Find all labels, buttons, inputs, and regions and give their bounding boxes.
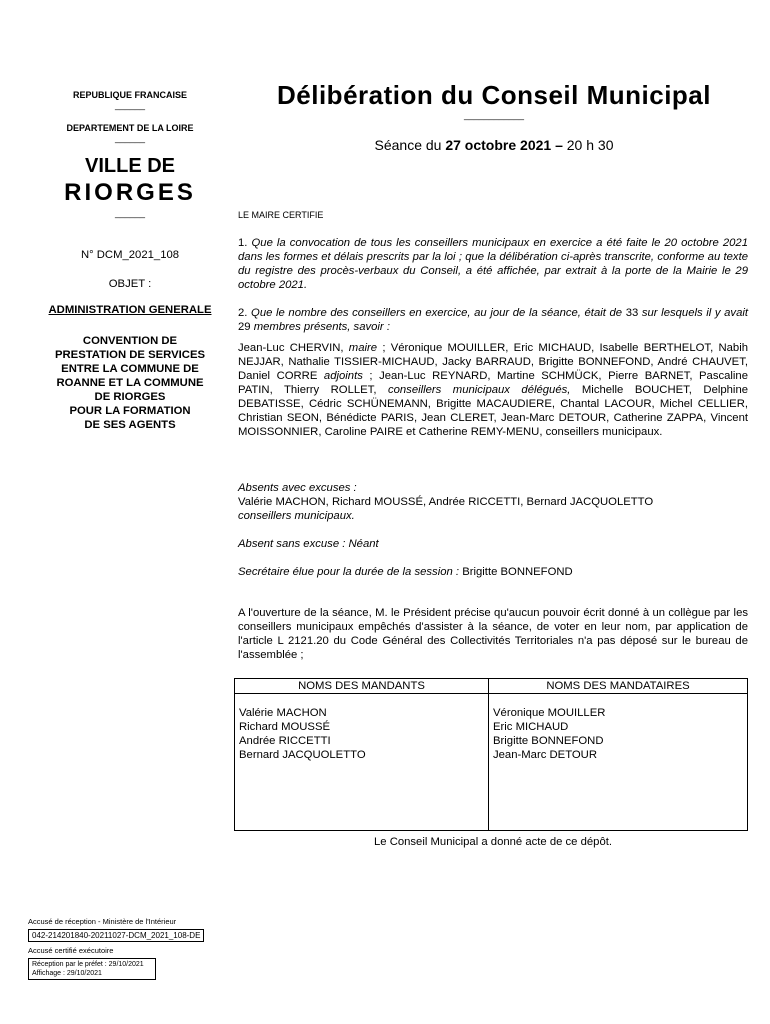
administration-generale: ADMINISTRATION GENERALE [48,304,212,316]
absents-excuses-label: Absents avec excuses : [238,482,357,494]
table-header-row [235,679,748,694]
members-present [238,341,748,439]
mandats-table [234,678,748,831]
mandataire-name: Jean-Marc DETOUR [493,749,597,761]
document-title: Délibération du Conseil Municipal [277,80,711,110]
convention-line: POUR LA FORMATION [69,405,191,417]
nb-presents: 29 [238,321,251,333]
role-maire: maire [348,342,378,354]
absents-excuses-names: Valérie MACHON, Richard MOUSSÉ, Andrée RICCETTI, Bernard JACQUOLETTO [238,496,654,508]
stamp-dates [28,958,156,980]
mandant-name: Andrée RICCETTI [239,735,331,747]
separator: ______ [114,100,146,110]
members-text: Michelle BOUCHET, Delphine DEBATISSE, Cédric SCHÜNEMANN, Brigitte MACAUDIERE, Chantal LACOUR, Michel CELLIER, Christian SEON, Bénédicte PARIS, Jean CLERET, Jean-Marc DETOUR, Catherine ZAPPA, Vincent MOISSONNIER, Caroline PAIRE et Catherine REMY-MENU, conseillers municipaux. [238,384,749,438]
mandant-name: Valérie MACHON [239,707,327,719]
absents-excuses-role: conseillers municipaux. [238,510,355,522]
paragraph-quorum [238,306,748,334]
secretaire-label: Secrétaire élue pour la durée de la session : [238,566,463,578]
header-mandataires: NOMS DES MANDATAIRES [489,679,748,694]
header-mandants: NOMS DES MANDANTS [235,679,489,694]
separator: ______ [114,133,146,143]
departement: DEPARTEMENT DE LA LOIRE [66,123,194,133]
absent-sans-excuse-text: Absent sans excuse : Néant [238,538,379,550]
seance-time: 20 h 30 [566,137,614,153]
seance-day: 27 octobre 2021 [445,137,552,153]
seance-date [236,137,752,153]
paragraph-convocation [238,236,748,292]
conclusion: Le Conseil Municipal a donné acte de ce dépôt. [373,836,613,848]
mandataires-cell [489,694,748,831]
role-adjoints: adjoints [323,370,363,382]
mandataire-name: Véronique MOUILLER [493,707,606,719]
secretaire-name: Brigitte BONNEFOND [462,566,573,578]
stamp-certifie: Accusé certifié exécutoire [28,946,114,955]
convention-line: DE RIORGES [94,391,166,403]
riorges: RIORGES [64,179,196,206]
stamp-accuse: Accusé de réception - Ministère de l'Intérieur [28,917,177,926]
p1-number: 1. [238,237,252,249]
seance-sep: – [551,137,567,153]
mandataire-name: Brigitte BONNEFOND [493,735,604,747]
stamp-affichage: Affichage : 29/10/2021 [32,970,102,977]
p2-number: 2. [238,307,252,319]
convention-line: CONVENTION DE [82,335,178,347]
convention-line: ENTRE LA COMMUNE DE [61,363,199,375]
objet-label: OBJET : [108,278,152,290]
members-text: ; Jean-Luc REYNARD, Martine SCHMÜCK, Pierre BARNET, Pascaline PATIN, Thierry ROLLET, [238,370,748,396]
members-text: ; Véronique MOUILLER, Eric MICHAUD, Isabelle BERTHELOT, Nabih NEJJAR, Nathalie TISSIER-MICHAUD, Jacky BARRAUD, Brigitte BONNEFOND, André CHAUVET, Daniel CORRE [238,342,748,382]
p1-text: Que la convocation de tous les conseillers municipaux en exercice a été faite le 20 octobre 2021 dans les formes et délais prescrits par la loi ; que la délibération ci-après transcrite, conforme au texte du registre des procès-verbaux du Conseil, a été affichée, par extrait à la porte de la Mairie le 29 octobre 2021. [238,237,749,291]
maire-certifie: LE MAIRE CERTIFIE [238,210,324,220]
table-row [235,694,748,831]
p2-text-c: membres présents, savoir : [250,321,390,333]
seance-prefix: Séance du [374,137,446,153]
p2-text-a: Que le nombre des conseillers en exercice, au jour de la séance, était de [251,307,626,319]
ville-de: VILLE DE [84,155,175,177]
mandants-cell [235,694,489,831]
mandataire-name: Eric MICHAUD [493,721,569,733]
convention-line: PRESTATION DE SERVICES [54,349,206,361]
convention-line: ROANNE ET LA COMMUNE [56,377,204,389]
nb-exercice: 33 [625,307,639,319]
republique-francaise: REPUBLIQUE FRANCAISE [72,90,187,100]
title-rule: ____________ [463,110,525,120]
secretaire [238,565,573,579]
absents-excuses [238,481,748,523]
convention-object [30,334,230,432]
members-text: Jean-Luc CHERVIN, [238,342,349,354]
stamp-id: 042-214201840-20211027-DCM_2021_108-DE [28,929,204,942]
separator: ______ [114,208,146,218]
absent-sans-excuse [238,537,379,551]
mandant-name: Bernard JACQUOLETTO [239,749,366,761]
paragraph-ouverture: A l'ouverture de la séance, M. le Président précise qu'aucun pouvoir écrit donné à un collègue par les conseillers municipaux empêchés d'assister à la séance, de voter en leur nom, par application de l'article L 2121.20 du Code Général des Collectivités Territoriales n'a pas déposé sur le bureau de l'assemblée ; [238,607,748,661]
stamp-reception: Réception par le préfet : 29/10/2021 [32,961,144,968]
p2-text-b: sur lesquels il y avait [638,307,749,319]
mandant-name: Richard MOUSSÉ [239,721,331,733]
convention-line: DE SES AGENTS [84,419,176,431]
role-delegues: conseillers municipaux délégués, [387,384,571,396]
deliberation-number: N° DCM_2021_108 [80,249,180,261]
